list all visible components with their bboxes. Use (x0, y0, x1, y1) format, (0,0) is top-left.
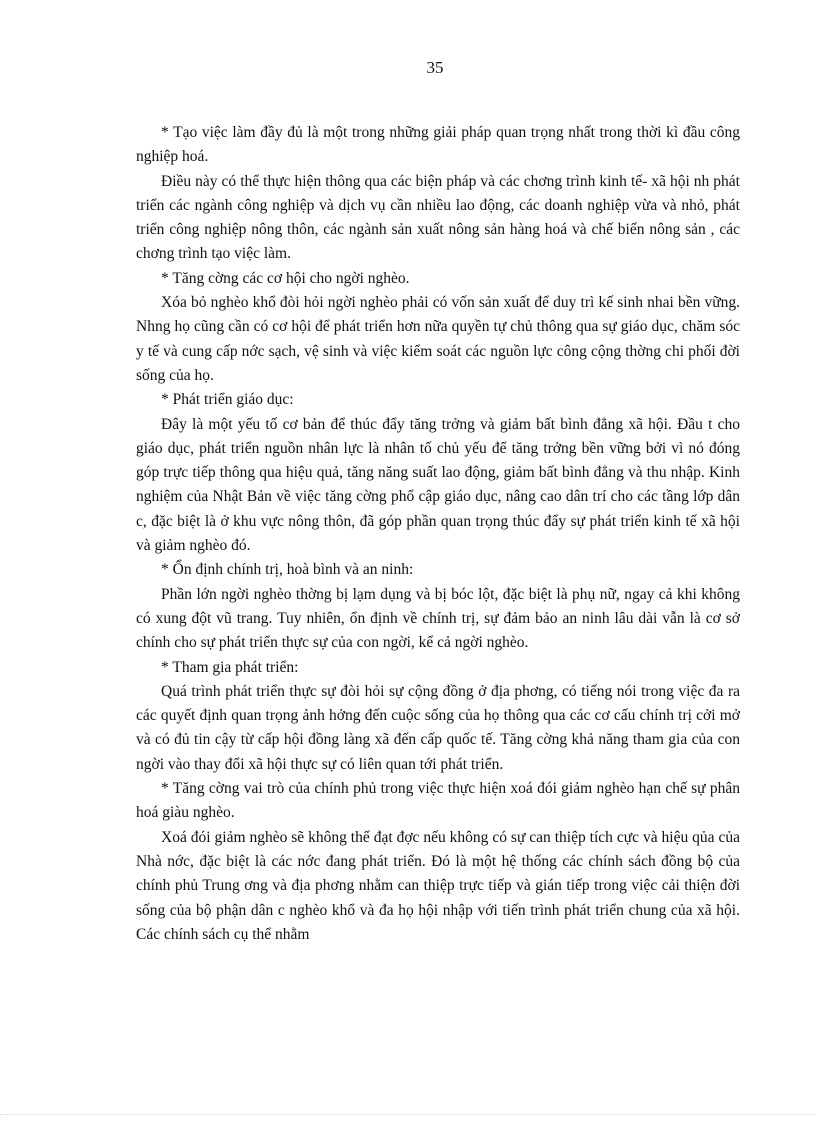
paragraph: * Tạo việc làm đầy đủ là một trong những giải pháp quan trọng nhất trong thời kì đầu công nghiệp hoá. (136, 124, 740, 166)
paragraph: Quá trình phát triển thực sự đòi hỏi sự cộng đồng ở địa phơng, có tiếng nói trong việc đa ra các quyết định quan trọng ảnh hởng đến cuộc sống của họ thông qua các cơ cấu chính trị cởi mở và có đủ tin cậy từ cấp hội đồng làng xã đến cấp quốc tế. Tăng cờng khả năng tham gia của con ngời vào thay đổi xã hội thực sự có liên quan tới phát triển. (136, 682, 740, 773)
paragraph: * Tăng cờng các cơ hội cho ngời nghèo. (161, 269, 410, 287)
paragraph: Phần lớn ngời nghèo thờng bị lạm dụng và bị bóc lột, đặc biệt là phụ nữ, ngay cả khi không có xung đột vũ trang. Tuy nhiên, ổn định về chính trị, sự đảm bảo an ninh lâu dài vẫn là cơ sở chính cho sự phát triển thực sự của con ngời, kể cả ngời nghèo. (136, 585, 740, 652)
paragraph: Xoá đói giảm nghèo sẽ không thể đạt đợc nếu không có sự can thiệp tích cực và hiệu qủa của Nhà nớc, đặc biệt là các nớc đang phát triển. Đó là một hệ thống các chính sách đồng bộ của chính phủ Trung ơng và địa phơng nhằm can thiệp trực tiếp và gián tiếp trong việc cải thiện đời sống của bộ phận dân c nghèo khổ và đa họ hội nhập với tiến trình phát triển chung của xã hội. Các chính sách cụ thể nhằm (136, 828, 740, 943)
paragraph: Xóa bỏ nghèo khổ đòi hỏi ngời nghèo phải có vốn sản xuất để duy trì kế sinh nhai bền vững. Nhng họ cũng cần có cơ hội để phát triển hơn nữa quyền tự chủ thông qua sự giáo dục, chăm sóc y tế và cung cấp nớc sạch, vệ sinh và việc kiểm soát các nguồn lực công cộng thờng chi phối đời sống của họ. (136, 294, 740, 384)
paragraph: * Tăng cờng vai trò của chính phủ trong việc thực hiện xoá đói giảm nghèo hạn chế sự phân hoá giàu nghèo. (136, 780, 740, 822)
paragraph: Đây là một yếu tố cơ bản để thúc đẩy tăng trởng và giảm bất bình đẳng xã hội. Đầu t cho giáo dục, phát triển nguồn nhân lực là nhân tố chủ yếu để tăng trởng bền vững bởi vì nó đóng góp trực tiếp thông qua hiệu quả, tăng năng suất lao động, giảm bất bình đẳng và thu nhập. Kinh nghiệm của Nhật Bản về việc tăng cờng phổ cập giáo dục, nâng cao dân trí cho các tầng lớp dân c, đặc biệt là ở khu vực nông thôn, đã góp phần quan trọng thúc đẩy sự phát triển kinh tế xã hội và giảm nghèo đó. (136, 415, 740, 555)
page-number: 35 (426, 58, 444, 77)
page-bottom-divider (0, 1114, 816, 1115)
document-body (136, 121, 740, 947)
paragraph: * Ổn định chính trị, hoà bình và an ninh: (161, 561, 414, 579)
paragraph: Điều này có thể thực hiện thông qua các biện pháp và các chơng trình kinh tế- xã hội nh phát triển các ngành công nghiệp và dịch vụ cần nhiều lao động, các doanh nghiệp vừa và nhỏ, phát triển công nghiệp nông thôn, các ngành sản xuất nông sản hàng hoá và chế biến nông sản , các chơng trình tạo việc làm. (136, 172, 740, 263)
paragraph: * Phát triển giáo dục: (161, 391, 294, 409)
paragraph: * Tham gia phát triển: (161, 658, 299, 676)
